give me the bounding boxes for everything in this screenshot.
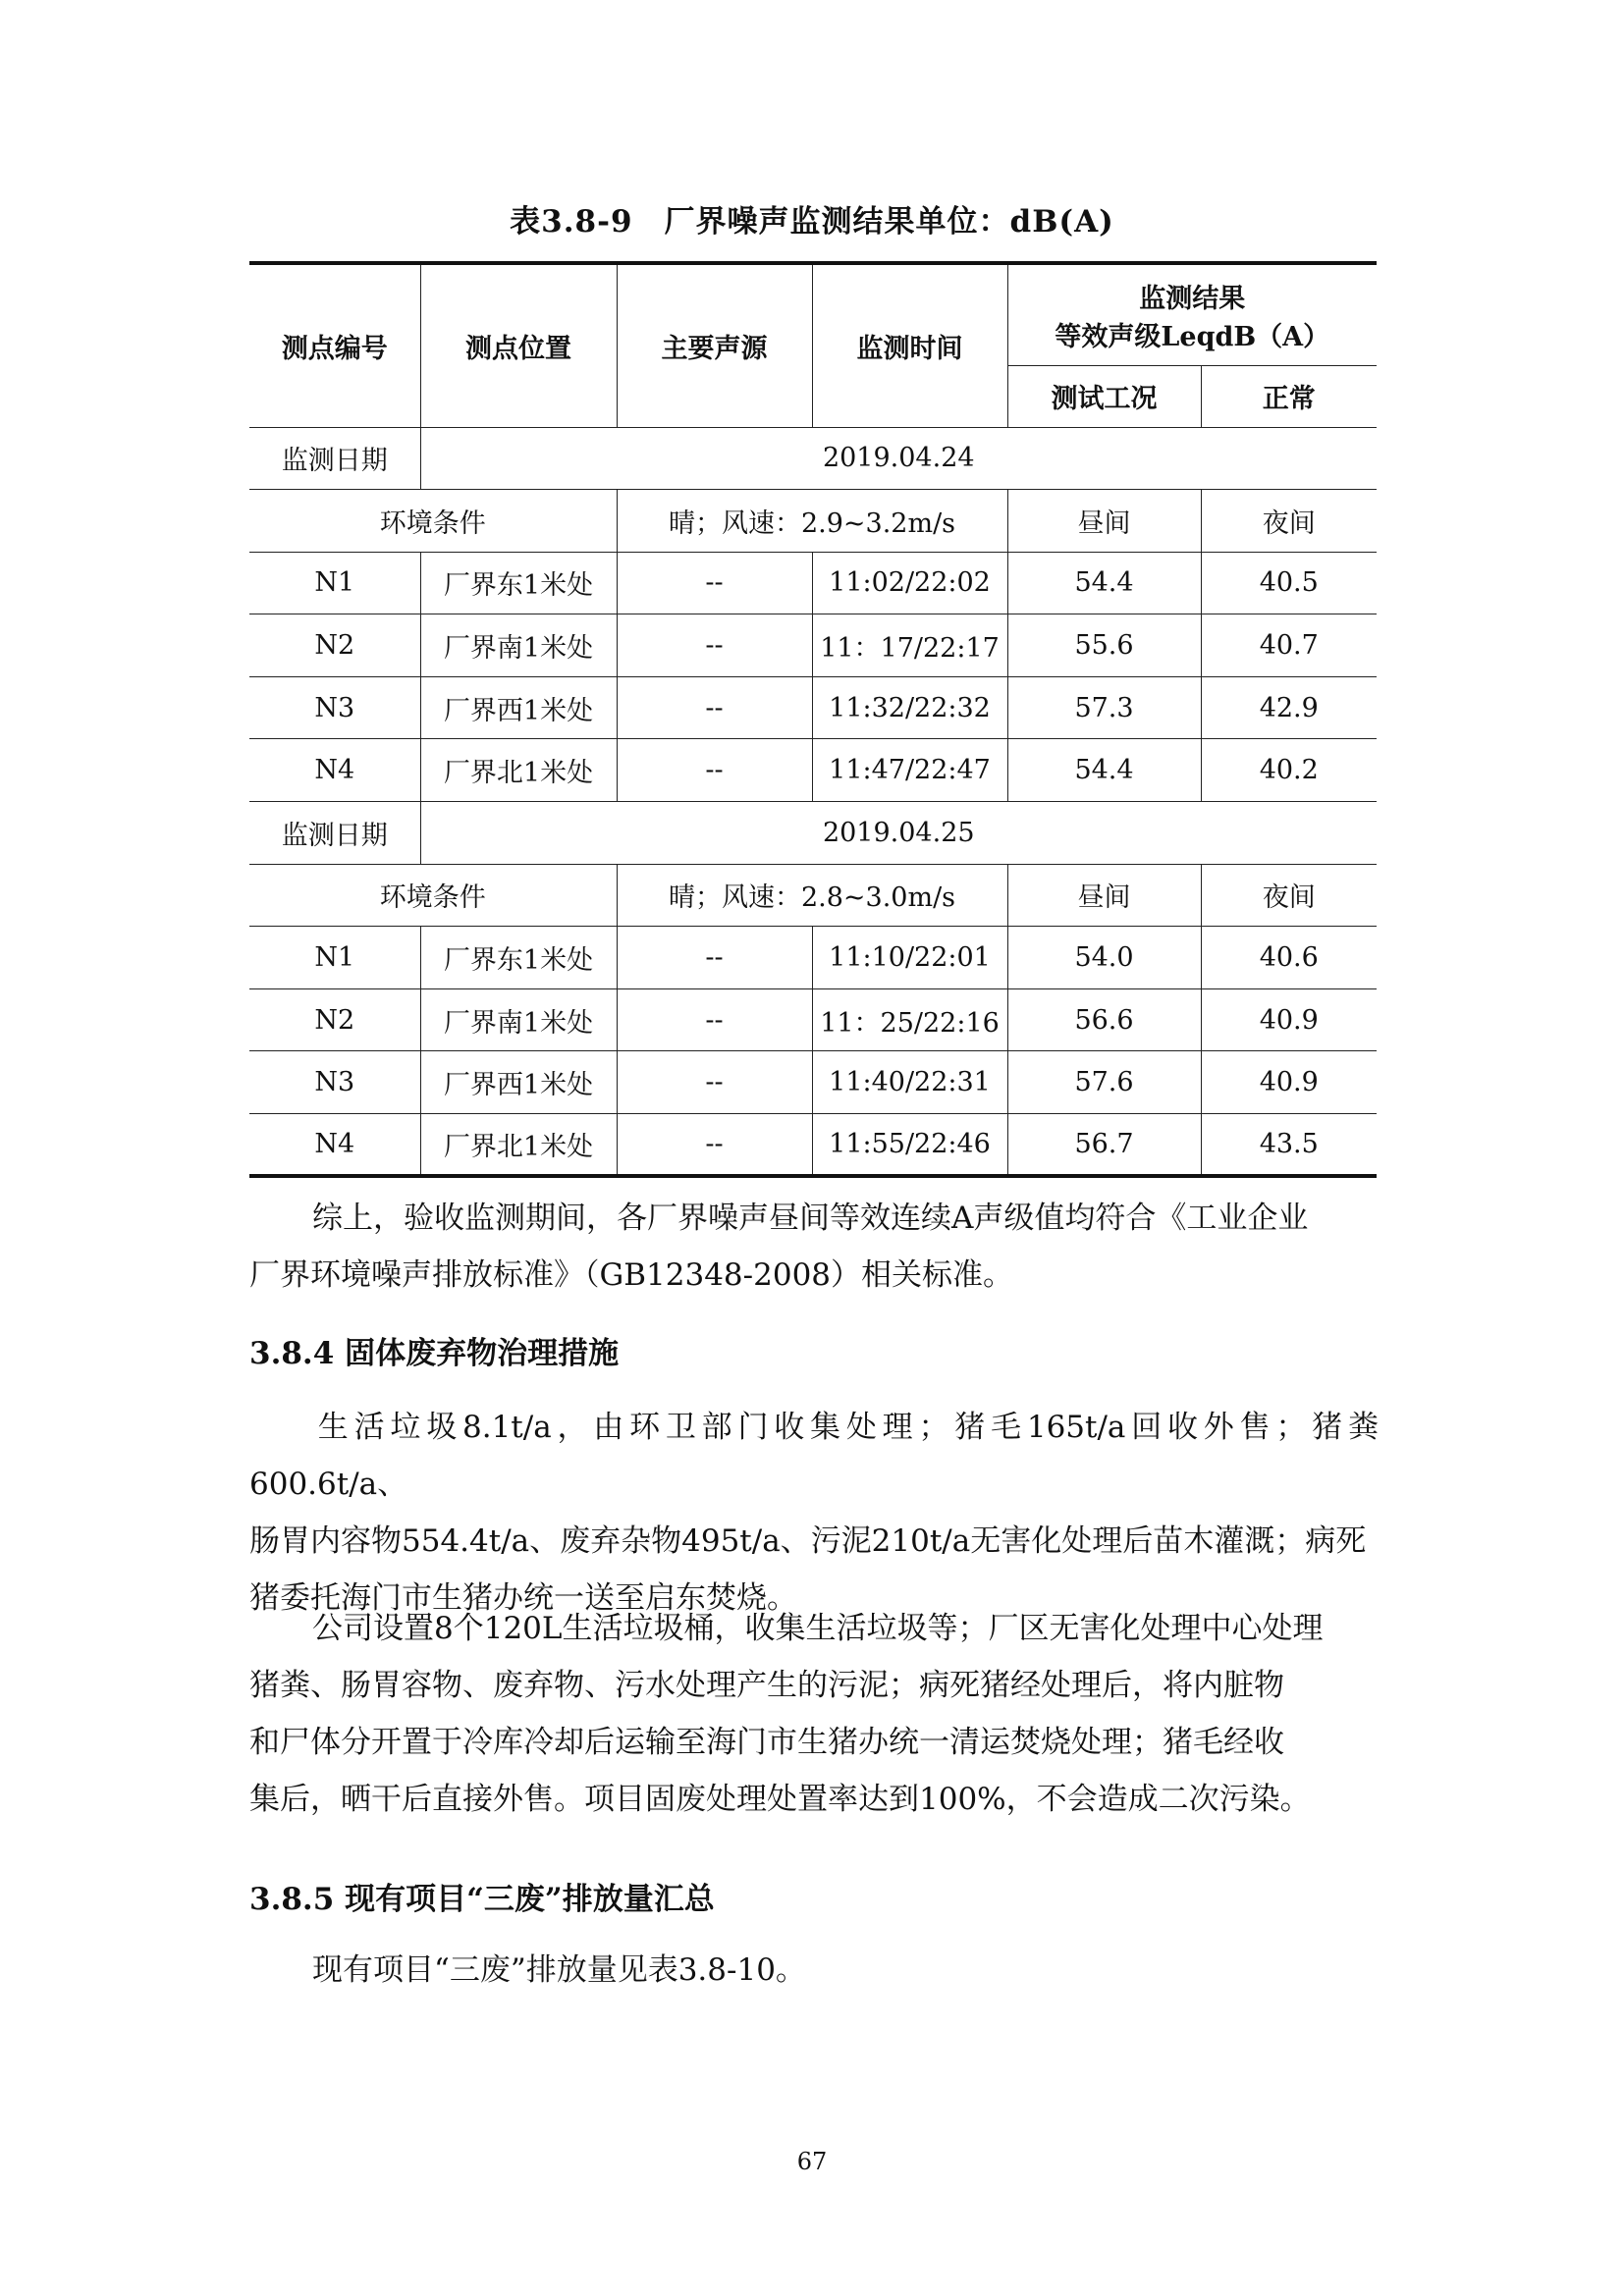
cell-day: 56.7 [1007,1114,1201,1177]
cell-id: N1 [249,927,420,989]
summary-paragraph [249,1190,1379,1304]
cell-day: 54.4 [1007,552,1201,614]
cell-time: 11:10/22:01 [812,927,1007,989]
solid-waste-paragraph-2 [249,1600,1379,1828]
cell-id: N4 [249,1114,420,1177]
header-result-line2: 等效声级LeqdB（A） [1055,321,1330,352]
emissions-paragraph [249,1942,1379,1999]
table-row [249,1051,1377,1114]
cell-id: N1 [249,552,420,614]
summary-line [249,1190,1379,1247]
date-row [249,802,1377,865]
cell-location: 厂界东1米处 [420,927,617,989]
day-label: 昼间 [1007,490,1201,553]
date-value: 2019.04.25 [420,802,1377,865]
env-label: 环境条件 [249,490,617,553]
header-condition: 测试工况 [1007,365,1201,427]
cell-time: 11:02/22:02 [812,552,1007,614]
env-value: 晴；风速：2.9~3.2m/s [617,490,1007,553]
table-row [249,552,1377,614]
cell-source: -- [617,927,812,989]
date-label: 监测日期 [249,427,420,490]
paragraph-line-text: 公司设置8个120L生活垃圾桶，收集生活垃圾等；厂区无害化处理中心处理 [312,1611,1324,1646]
cell-id: N2 [249,988,420,1051]
cell-source: -- [617,552,812,614]
paragraph-line: 集后，晒干后直接外售。项目固废处理处置率达到100%，不会造成二次污染。 [249,1782,1311,1817]
date-row [249,427,1377,490]
cell-source: -- [617,739,812,802]
cell-source: -- [617,1114,812,1177]
cell-day: 55.6 [1007,614,1201,677]
cell-source: -- [617,988,812,1051]
cell-time: 11:32/22:32 [812,676,1007,739]
cell-time: 11：25/22:16 [812,988,1007,1051]
cell-night: 42.9 [1201,676,1377,739]
header-source: 主要声源 [617,263,812,427]
cell-location: 厂界北1米处 [420,1114,617,1177]
cell-night: 40.9 [1201,988,1377,1051]
night-label: 夜间 [1201,490,1377,553]
env-row [249,864,1377,927]
cell-id: N3 [249,676,420,739]
cell-location: 厂界北1米处 [420,739,617,802]
cell-location: 厂界西1米处 [420,1051,617,1114]
cell-time: 11:55/22:46 [812,1114,1007,1177]
paragraph-line-text: 生活垃圾8.1t/a，由环卫部门收集处理；猪毛165t/a回收外售；猪粪600.6t/a、 [249,1410,1379,1502]
table-row [249,988,1377,1051]
cell-source: -- [617,676,812,739]
date-value: 2019.04.24 [420,427,1377,490]
header-result [1007,263,1377,365]
table-row [249,676,1377,739]
date-label: 监测日期 [249,802,420,865]
env-label: 环境条件 [249,864,617,927]
paragraph-line: 猪委托海门市生猪办统一送至启东焚烧。 [249,1580,797,1616]
paragraph-line [249,1600,1379,1657]
cell-night: 40.9 [1201,1051,1377,1114]
paragraph-line: 和尸体分开置于冷库冷却后运输至海门市生猪办统一清运焚烧处理；猪毛经收 [249,1725,1284,1760]
summary-line-text: 综上，验收监测期间，各厂界噪声昼间等效连续A声级值均符合《工业企业 [312,1201,1309,1236]
cell-time: 11:40/22:31 [812,1051,1007,1114]
cell-location: 厂界南1米处 [420,988,617,1051]
cell-source: -- [617,1051,812,1114]
summary-line: 厂界环境噪声排放标准》（GB12348-2008）相关标准。 [249,1257,1014,1293]
cell-night: 40.2 [1201,739,1377,802]
section-heading-3-8-5: 3.8.5 现有项目“三废”排放量汇总 [249,1882,715,1917]
env-value: 晴；风速：2.8~3.0m/s [617,864,1007,927]
cell-night: 40.6 [1201,927,1377,989]
cell-location: 厂界南1米处 [420,614,617,677]
cell-day: 54.4 [1007,739,1201,802]
cell-time: 11：17/22:17 [812,614,1007,677]
noise-results-table [249,261,1377,1178]
cell-id: N3 [249,1051,420,1114]
cell-night: 40.5 [1201,552,1377,614]
header-location: 测点位置 [420,263,617,427]
env-row [249,490,1377,553]
header-result-line1: 监测结果 [1139,283,1246,314]
header-normal: 正常 [1201,365,1377,427]
paragraph-line: 肠胃内容物554.4t/a、废弃杂物495t/a、污泥210t/a无害化处理后苗木灌溉；病死 [249,1523,1367,1559]
day-label: 昼间 [1007,864,1201,927]
cell-day: 54.0 [1007,927,1201,989]
solid-waste-paragraph-1 [249,1399,1379,1627]
cell-day: 57.3 [1007,676,1201,739]
table-caption: 表3.8-9 厂界噪声监测结果单位：dB(A) [510,204,1114,240]
night-label: 夜间 [1201,864,1377,927]
cell-time: 11:47/22:47 [812,739,1007,802]
cell-id: N4 [249,739,420,802]
paragraph-line-text: 现有项目“三废”排放量见表3.8-10。 [312,1952,806,1988]
cell-location: 厂界西1米处 [420,676,617,739]
header-time: 监测时间 [812,263,1007,427]
header-id: 测点编号 [249,263,420,427]
table-header-row [249,263,1377,365]
cell-day: 57.6 [1007,1051,1201,1114]
table-row [249,739,1377,802]
table-row [249,614,1377,677]
paragraph-line: 猪粪、肠胃容物、废弃物、污水处理产生的污泥；病死猪经处理后，将内脏物 [249,1668,1284,1703]
table-row [249,1114,1377,1177]
cell-location: 厂界东1米处 [420,552,617,614]
paragraph-line [249,1942,1379,1999]
page-number: 67 [796,2148,828,2175]
cell-night: 40.7 [1201,614,1377,677]
cell-night: 43.5 [1201,1114,1377,1177]
table-row [249,927,1377,989]
paragraph-line [249,1399,1379,1513]
section-heading-3-8-4: 3.8.4 固体废弃物治理措施 [249,1336,620,1371]
cell-id: N2 [249,614,420,677]
cell-source: -- [617,614,812,677]
cell-day: 56.6 [1007,988,1201,1051]
